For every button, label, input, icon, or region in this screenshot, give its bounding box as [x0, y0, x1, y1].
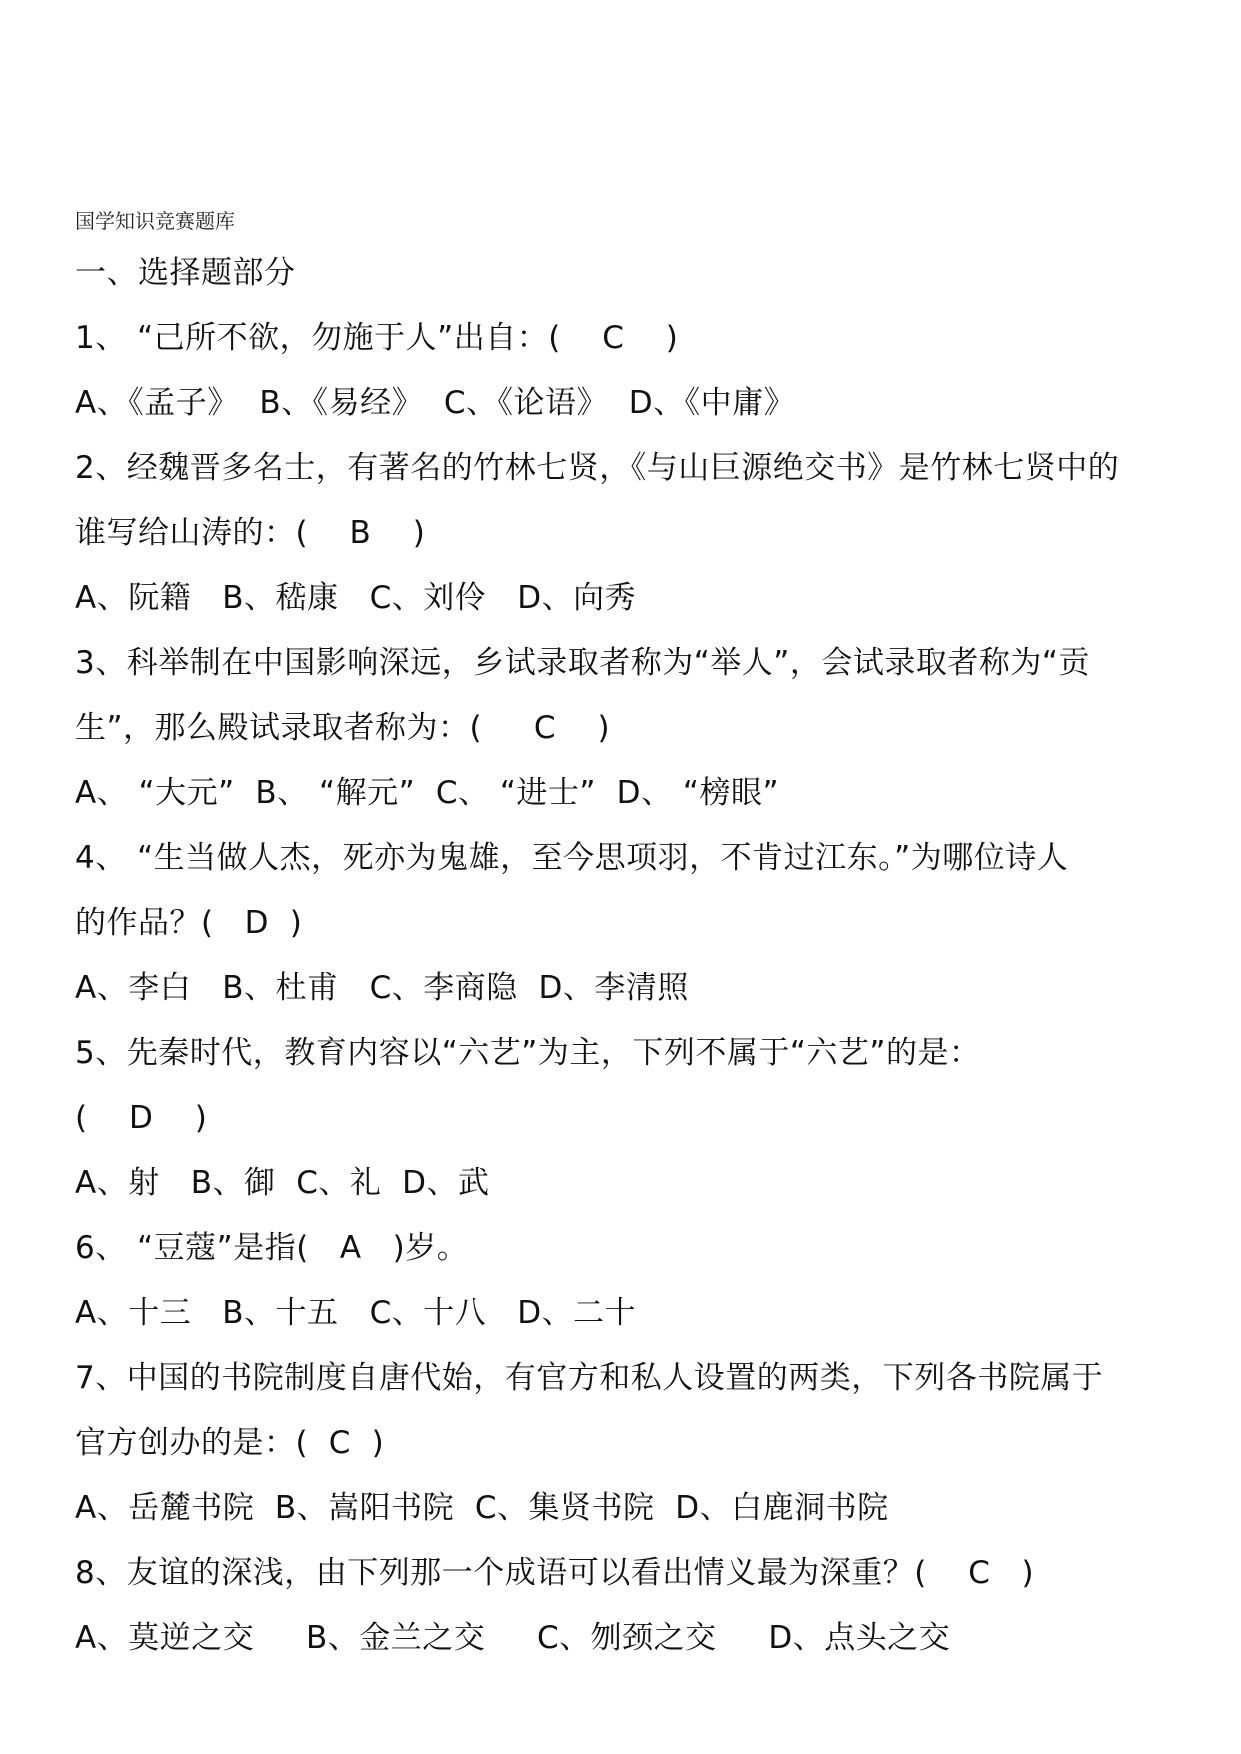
document-page: [75, 205, 1175, 1671]
question-7-options: A、岳麓书院 B、嵩阳书院 C、集贤书院 D、白鹿洞书院: [75, 1490, 889, 1526]
question-4-options: A、李白 B、杜甫 C、李商隐 D、李清照: [75, 970, 689, 1006]
question-7-continued: 官方创办的是：( C ): [75, 1425, 385, 1461]
question-5-continued: ( D ): [75, 1100, 208, 1136]
question-5: 5、先秦时代，教育内容以“六艺”为主，下列不属于“六艺”的是：: [75, 1035, 981, 1071]
question-4: 4、 “生当做人杰，死亦为鬼雄，至今思项羽，不肯过江东。”为哪位诗人: [75, 840, 1069, 876]
question-7: 7、中国的书院制度自唐代始，有官方和私人设置的两类，下列各书院属于: [75, 1360, 1104, 1396]
question-2-options: A、阮籍 B、嵇康 C、刘伶 D、向秀: [75, 580, 637, 616]
question-5-options: A、射 B、御 C、礼 D、武: [75, 1165, 490, 1201]
question-2: 2、经魏晋多名士，有著名的竹林七贤，《与山巨源绝交书》是竹林七贤中的: [75, 450, 1120, 486]
question-1: 1、 “己所不欲，勿施于人”出自：( C ): [75, 320, 679, 356]
question-6-options: A、十三 B、十五 C、十八 D、二十: [75, 1295, 637, 1331]
question-2-continued: 谁写给山涛的：( B ): [75, 515, 426, 551]
question-3-continued: 生”，那么殿试录取者称为：( C ): [75, 710, 611, 746]
question-8: 8、友谊的深浅，由下列那一个成语可以看出情义最为深重？( C ): [75, 1555, 1035, 1591]
question-1-options: A、《孟子》 B、《易经》 C、《论语》 D、《中庸》: [75, 385, 796, 421]
document-title: 国学知识竞赛题库: [75, 209, 235, 233]
question-4-continued: 的作品？( D ): [75, 905, 303, 941]
question-6: 6、 “豆蔻”是指( A )岁。: [75, 1230, 469, 1266]
question-3: 3、科举制在中国影响深远，乡试录取者称为“举人”，会试录取者称为“贡: [75, 645, 1090, 681]
question-8-options: A、莫逆之交 B、金兰之交 C、刎颈之交 D、点头之交: [75, 1620, 951, 1656]
question-3-options: A、 “大元” B、 “解元” C、 “进士” D、 “榜眼”: [75, 775, 780, 811]
section-heading: 一、选择题部分: [75, 255, 296, 291]
